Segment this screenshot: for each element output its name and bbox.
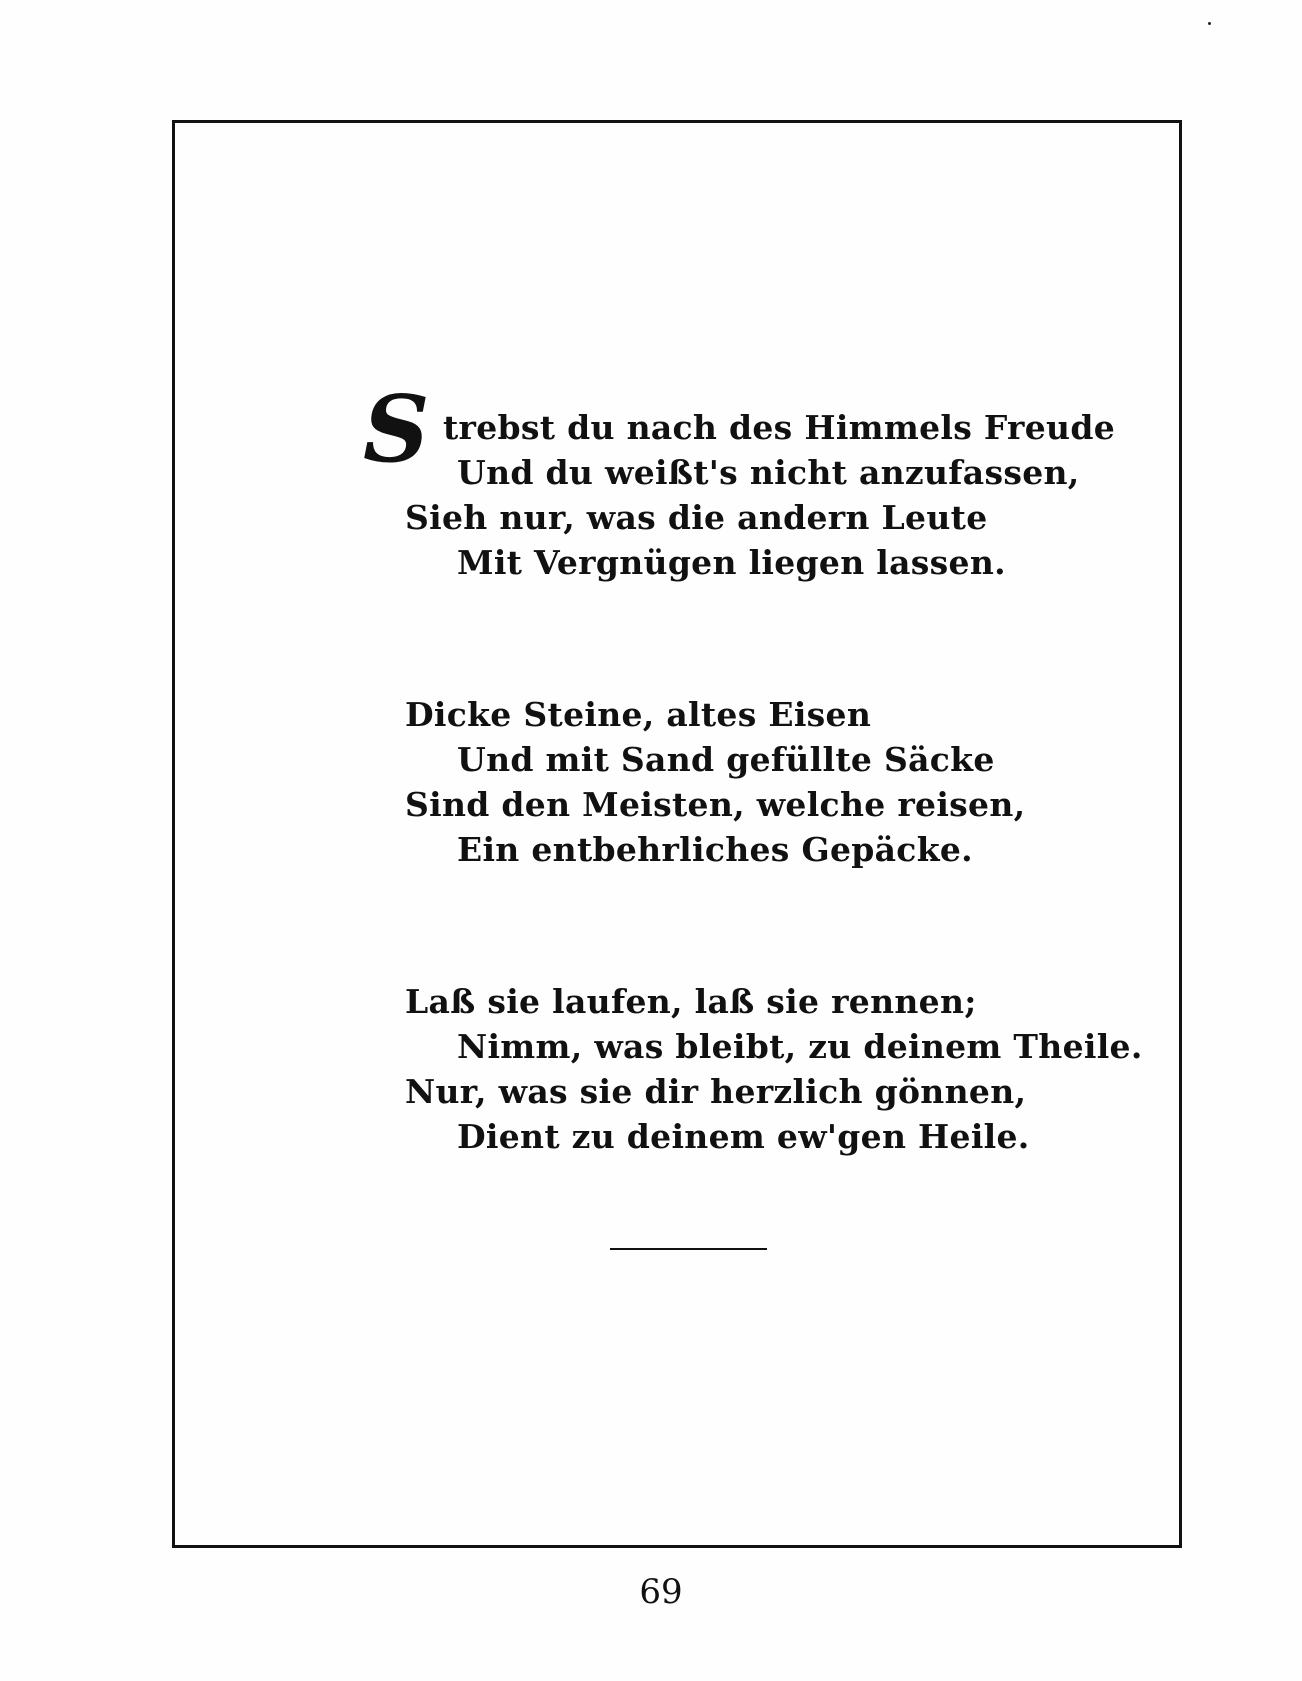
poem-line-text: trebst du nach des Himmels Freude <box>443 408 1115 447</box>
poem-line: Mit Vergnügen liegen lassen. <box>457 543 1006 582</box>
poem-line: Sieh nur, was die andern Leute <box>405 498 988 537</box>
poem-line: Dient zu deinem ew'gen Heile. <box>457 1117 1030 1156</box>
poem-line: Und mit Sand gefüllte Säcke <box>457 740 995 779</box>
poem-stanza-2 <box>405 692 1125 872</box>
poem-line: Dicke Steine, altes Eisen <box>405 695 872 734</box>
poem-line: Sind den Meisten, welche reisen, <box>405 785 1026 824</box>
page-number: 69 <box>639 1572 683 1612</box>
poem-line: Nur, was sie dir herzlich gönnen, <box>405 1072 1027 1111</box>
section-divider-rule <box>610 1248 767 1250</box>
speck-mark <box>1208 22 1211 25</box>
poem-line: Und du weißt's nicht anzufassen, <box>457 453 1080 492</box>
poem-line: Nimm, was bleibt, zu deinem Theile. <box>457 1027 1143 1066</box>
poem <box>363 375 1143 1159</box>
dropcap-letter: S <box>363 375 430 483</box>
poem-line: Laß sie laufen, laß sie rennen; <box>405 982 977 1021</box>
poem-line: Ein entbehrliches Gepäcke. <box>457 830 973 869</box>
poem-stanza-1 <box>363 375 1125 585</box>
poem-stanza-3 <box>405 979 1143 1159</box>
